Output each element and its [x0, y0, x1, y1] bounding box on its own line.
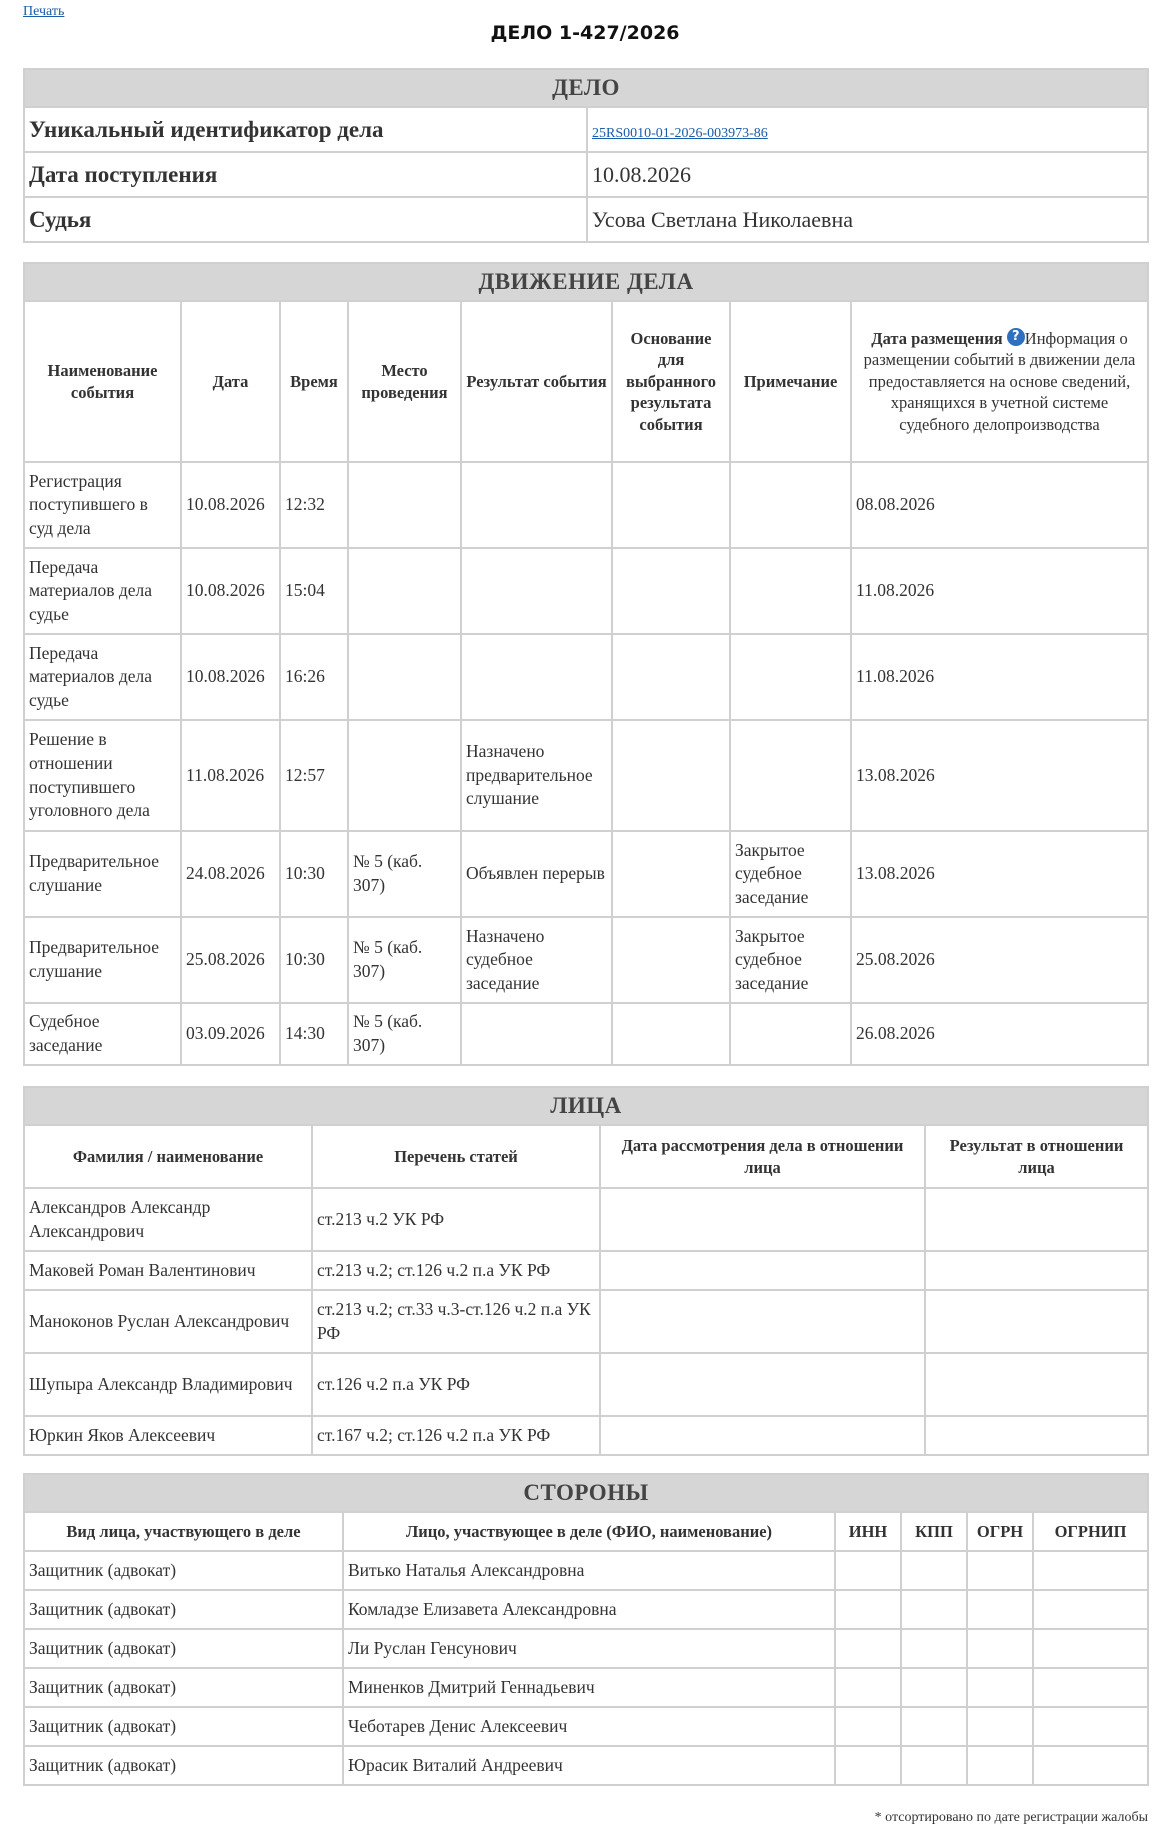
review-date-cell	[600, 1290, 925, 1353]
basis-cell	[612, 634, 730, 720]
inn-cell	[835, 1551, 901, 1590]
note-cell	[730, 462, 851, 548]
col-person-result-header: Результат в отношении лица	[925, 1125, 1148, 1188]
date-cell: 24.08.2026	[181, 831, 280, 917]
movement-header-row	[24, 301, 1148, 462]
posted-cell: 08.08.2026	[851, 462, 1148, 548]
kpp-cell	[901, 1629, 967, 1668]
sort-footnote: * отсортировано по дате регистрации жалобы	[874, 1810, 1148, 1825]
col-basis-header: Основание для выбранного результата события	[612, 301, 730, 462]
date-cell: 10.08.2026	[181, 462, 280, 548]
event-cell: Предварительное слушание	[24, 917, 181, 1003]
table-row	[24, 1251, 1148, 1290]
col-time-header: Время	[280, 301, 348, 462]
basis-cell	[612, 917, 730, 1003]
result-cell	[461, 1003, 612, 1065]
kpp-cell	[901, 1668, 967, 1707]
party-person-cell: Миненков Дмитрий Геннадьевич	[343, 1668, 835, 1707]
receipt-date-value: 10.08.2026	[587, 152, 1148, 197]
articles-cell: ст.213 ч.2; ст.33 ч.3-ст.126 ч.2 п.а УК РФ	[312, 1290, 600, 1353]
case-id-value	[587, 107, 1148, 152]
person-result-cell	[925, 1251, 1148, 1290]
col-ogrnip-header: ОГРНИП	[1033, 1512, 1148, 1551]
col-event-header: Наименование события	[24, 301, 181, 462]
person-result-cell	[925, 1416, 1148, 1455]
persons-table	[23, 1086, 1149, 1456]
date-cell: 03.09.2026	[181, 1003, 280, 1065]
time-cell: 12:57	[280, 720, 348, 831]
posted-cell: 11.08.2026	[851, 548, 1148, 634]
place-cell: № 5 (каб. 307)	[348, 1003, 461, 1065]
review-date-cell	[600, 1251, 925, 1290]
basis-cell	[612, 548, 730, 634]
person-result-cell	[925, 1353, 1148, 1416]
inn-cell	[835, 1668, 901, 1707]
case-info-row	[24, 152, 1148, 197]
event-cell: Предварительное слушание	[24, 831, 181, 917]
case-info-row	[24, 197, 1148, 242]
event-cell: Регистрация поступившего в суд дела	[24, 462, 181, 548]
articles-cell: ст.126 ч.2 п.а УК РФ	[312, 1353, 600, 1416]
table-row	[24, 634, 1148, 720]
col-inn-header: ИНН	[835, 1512, 901, 1551]
event-cell: Передача материалов дела судье	[24, 634, 181, 720]
col-posted-header	[851, 301, 1148, 462]
party-kind-cell: Защитник (адвокат)	[24, 1668, 343, 1707]
party-person-cell: Витько Наталья Александровна	[343, 1551, 835, 1590]
judge-label: Судья	[24, 197, 587, 242]
inn-cell	[835, 1590, 901, 1629]
ogrnip-cell	[1033, 1590, 1148, 1629]
case-title: ДЕЛО 1-427/2026	[490, 22, 680, 44]
kpp-cell	[901, 1590, 967, 1629]
event-cell: Судебное заседание	[24, 1003, 181, 1065]
posted-cell: 11.08.2026	[851, 634, 1148, 720]
posted-cell: 13.08.2026	[851, 720, 1148, 831]
articles-cell: ст.167 ч.2; ст.126 ч.2 п.а УК РФ	[312, 1416, 600, 1455]
persons-section-title: ЛИЦА	[24, 1087, 1148, 1125]
place-cell: № 5 (каб. 307)	[348, 831, 461, 917]
table-row	[24, 831, 1148, 917]
case-info-section-title: ДЕЛО	[24, 69, 1148, 107]
table-row	[24, 1003, 1148, 1065]
time-cell: 12:32	[280, 462, 348, 548]
result-cell	[461, 548, 612, 634]
basis-cell	[612, 462, 730, 548]
place-cell: № 5 (каб. 307)	[348, 917, 461, 1003]
time-cell: 15:04	[280, 548, 348, 634]
col-place-header: Место проведения	[348, 301, 461, 462]
question-icon[interactable]: ?	[1007, 328, 1025, 346]
inn-cell	[835, 1707, 901, 1746]
party-person-cell: Ли Руслан Генсунович	[343, 1629, 835, 1668]
case-id-label: Уникальный идентификатор дела	[24, 107, 587, 152]
table-row	[24, 720, 1148, 831]
ogrnip-cell	[1033, 1746, 1148, 1785]
party-kind-cell: Защитник (адвокат)	[24, 1707, 343, 1746]
table-row	[24, 1629, 1148, 1668]
table-row	[24, 1746, 1148, 1785]
place-cell	[348, 720, 461, 831]
date-cell: 25.08.2026	[181, 917, 280, 1003]
ogrnip-cell	[1033, 1668, 1148, 1707]
review-date-cell	[600, 1353, 925, 1416]
posted-cell: 13.08.2026	[851, 831, 1148, 917]
table-row	[24, 917, 1148, 1003]
case-id-link[interactable]: 25RS0010-01-2026-003973-86	[592, 125, 768, 141]
kpp-cell	[901, 1746, 967, 1785]
date-cell: 10.08.2026	[181, 548, 280, 634]
date-cell: 10.08.2026	[181, 634, 280, 720]
ogrnip-cell	[1033, 1551, 1148, 1590]
time-cell: 10:30	[280, 917, 348, 1003]
col-kind-header: Вид лица, участвующего в деле	[24, 1512, 343, 1551]
table-row	[24, 1188, 1148, 1251]
note-cell	[730, 634, 851, 720]
party-person-cell: Юрасик Виталий Андреевич	[343, 1746, 835, 1785]
col-ogrn-header: ОГРН	[967, 1512, 1033, 1551]
result-cell	[461, 634, 612, 720]
posted-cell: 26.08.2026	[851, 1003, 1148, 1065]
basis-cell	[612, 720, 730, 831]
ogrnip-cell	[1033, 1629, 1148, 1668]
result-cell: Объявлен перерыв	[461, 831, 612, 917]
ogrnip-cell	[1033, 1707, 1148, 1746]
col-articles-header: Перечень статей	[312, 1125, 600, 1188]
persons-header-row	[24, 1125, 1148, 1188]
note-cell	[730, 720, 851, 831]
col-date-header: Дата	[181, 301, 280, 462]
col-result-header: Результат события	[461, 301, 612, 462]
case-info-row	[24, 107, 1148, 152]
col-kpp-header: КПП	[901, 1512, 967, 1551]
person-result-cell	[925, 1290, 1148, 1353]
ogrn-cell	[967, 1551, 1033, 1590]
inn-cell	[835, 1746, 901, 1785]
kpp-cell	[901, 1707, 967, 1746]
place-cell	[348, 548, 461, 634]
table-row	[24, 1353, 1148, 1416]
person-result-cell	[925, 1188, 1148, 1251]
review-date-cell	[600, 1188, 925, 1251]
parties-section-title: СТОРОНЫ	[24, 1474, 1148, 1512]
table-row	[24, 1668, 1148, 1707]
note-cell	[730, 1003, 851, 1065]
table-row	[24, 548, 1148, 634]
parties-header-row	[24, 1512, 1148, 1551]
articles-cell: ст.213 ч.2; ст.126 ч.2 п.а УК РФ	[312, 1251, 600, 1290]
person-name-cell: Маноконов Руслан Александрович	[24, 1290, 312, 1353]
time-cell: 16:26	[280, 634, 348, 720]
date-cell: 11.08.2026	[181, 720, 280, 831]
place-cell	[348, 462, 461, 548]
col-name-header: Фамилия / наименование	[24, 1125, 312, 1188]
movement-section-title: ДВИЖЕНИЕ ДЕЛА	[24, 263, 1148, 301]
time-cell: 14:30	[280, 1003, 348, 1065]
case-info-table	[23, 68, 1149, 243]
person-name-cell: Маковей Роман Валентинович	[24, 1251, 312, 1290]
table-row	[24, 1590, 1148, 1629]
print-link[interactable]: Печать	[23, 4, 65, 19]
result-cell: Назначено предварительное слушание	[461, 720, 612, 831]
party-person-cell: Чеботарев Денис Алексеевич	[343, 1707, 835, 1746]
basis-cell	[612, 1003, 730, 1065]
col-note-header: Примечание	[730, 301, 851, 462]
person-name-cell: Юркин Яков Алексеевич	[24, 1416, 312, 1455]
party-kind-cell: Защитник (адвокат)	[24, 1590, 343, 1629]
place-cell	[348, 634, 461, 720]
person-name-cell: Шупыра Александр Владимирович	[24, 1353, 312, 1416]
basis-cell	[612, 831, 730, 917]
judge-value: Усова Светлана Николаевна	[587, 197, 1148, 242]
posted-info-text: Информация о размещении событий в движении дела предоставляется на основе сведений, хранящихся в учетной системе судебного делопроизводства	[863, 328, 1136, 434]
table-row	[24, 1416, 1148, 1455]
ogrn-cell	[967, 1746, 1033, 1785]
table-row	[24, 1290, 1148, 1353]
ogrn-cell	[967, 1707, 1033, 1746]
person-name-cell: Александров Александр Александрович	[24, 1188, 312, 1251]
table-row	[24, 462, 1148, 548]
result-cell	[461, 462, 612, 548]
review-date-cell	[600, 1416, 925, 1455]
note-cell: Закрытое судебное заседание	[730, 831, 851, 917]
col-review-date-header: Дата рассмотрения дела в отношении лица	[600, 1125, 925, 1188]
party-person-cell: Комладзе Елизавета Александровна	[343, 1590, 835, 1629]
table-row	[24, 1707, 1148, 1746]
posted-header-label: Дата размещения	[871, 328, 1003, 348]
table-row	[24, 1551, 1148, 1590]
parties-table	[23, 1473, 1149, 1786]
party-kind-cell: Защитник (адвокат)	[24, 1551, 343, 1590]
articles-cell: ст.213 ч.2 УК РФ	[312, 1188, 600, 1251]
case-movement-table	[23, 262, 1149, 1066]
note-cell	[730, 548, 851, 634]
ogrn-cell	[967, 1668, 1033, 1707]
receipt-date-label: Дата поступления	[24, 152, 587, 197]
ogrn-cell	[967, 1629, 1033, 1668]
result-cell: Назначено судебное заседание	[461, 917, 612, 1003]
party-kind-cell: Защитник (адвокат)	[24, 1746, 343, 1785]
inn-cell	[835, 1629, 901, 1668]
note-cell: Закрытое судебное заседание	[730, 917, 851, 1003]
col-party-person-header: Лицо, участвующее в деле (ФИО, наименование)	[343, 1512, 835, 1551]
event-cell: Решение в отношении поступившего уголовного дела	[24, 720, 181, 831]
time-cell: 10:30	[280, 831, 348, 917]
ogrn-cell	[967, 1590, 1033, 1629]
party-kind-cell: Защитник (адвокат)	[24, 1629, 343, 1668]
event-cell: Передача материалов дела судье	[24, 548, 181, 634]
kpp-cell	[901, 1551, 967, 1590]
posted-cell: 25.08.2026	[851, 917, 1148, 1003]
